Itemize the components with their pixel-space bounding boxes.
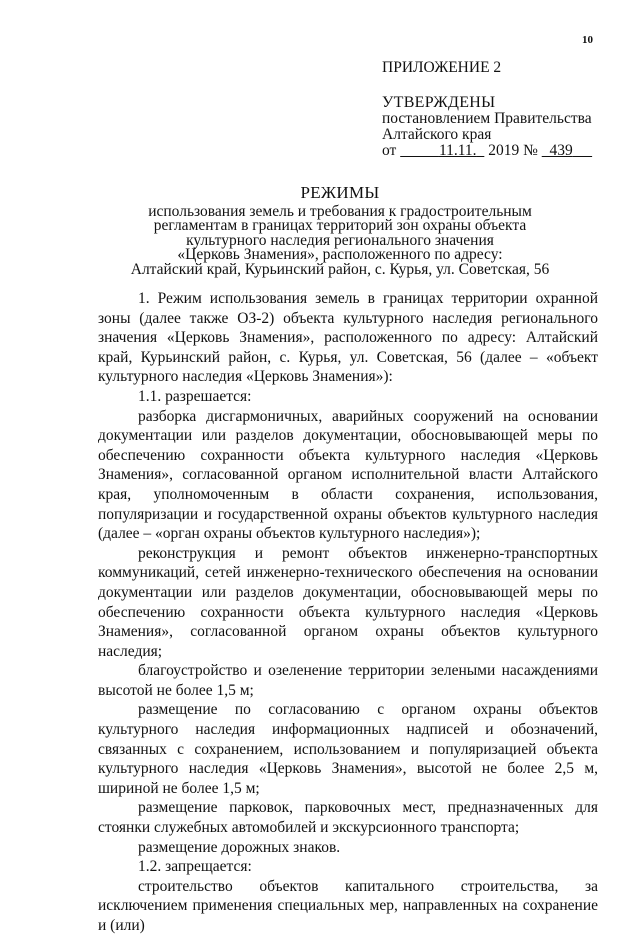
page-number: 10 (582, 34, 593, 46)
title-line-5: Алтайский край, Курьинский район, с. Курья, ул. Советская, 56 (130, 260, 550, 278)
approval-line-2: Алтайского края (382, 126, 492, 143)
title-line-1: использования земель и требования к градостроительным (148, 202, 532, 220)
document-title: РЕЖИМЫ (300, 183, 380, 202)
title-line-4: «Церковь Знамения», расположенного по адресу: (177, 246, 503, 263)
paragraph-allowed-parking: размещение парковок, парковочных мест, предназначенных для стоянки служебных автомобилей и экскурсионного транспорта; (98, 799, 598, 837)
title-line-3: культурного наследия регионального значения (186, 231, 494, 249)
paragraph-allowed-demolition: разборка дисгармоничных, аварийных сооружений на основании документации или разделов документации, обосновывающей меры по обеспечению сохранности объекта культурного наследия «Церковь Знамения», согласованной органом исполнительной власти Алтайского края, уполномоченным в области сохранения, использования, популяризации и государственной охраны объектов культурного наследия (далее – «орган охраны объектов культурного наследия»); (98, 407, 598, 543)
paragraph-allowed-reconstruction: реконструкция и ремонт объектов инженерно-транспортных коммуникаций, сетей инженерно-технического обеспечения на основании документации или разделов документации, обосновывающей меры по обеспечению сохранности объекта культурного наследия «Церковь Знамения», согласованной органом охраны объектов культурного наследия; (98, 544, 598, 660)
year-number-label: 2019 № (488, 142, 538, 159)
approval-block (382, 60, 622, 159)
paragraph-1-2: 1.2. запрещается: (138, 858, 252, 876)
title-line-2: регламентам в границах территорий зон охраны объекта (153, 217, 527, 234)
paragraph-prohibited-construction: строительство объектов капитального строительства, за исключением применения специальных мер, направленных на сохранение и (или) (98, 877, 598, 934)
paragraph-1-1: 1.1. разрешается: (138, 387, 252, 405)
title-block (120, 183, 560, 278)
date-prefix: от (382, 142, 397, 159)
date-value: 11.11. (438, 142, 477, 159)
appendix-label: ПРИЛОЖЕНИЕ 2 (382, 59, 502, 76)
approved-label: УТВЕРЖДЕНЫ (382, 94, 496, 111)
paragraph-allowed-landscaping: благоустройство и озеленение территории зелеными насаждениями высотой не более 1,5 м; (98, 662, 598, 699)
paragraph-allowed-road-signs: размещение дорожных знаков. (138, 838, 341, 856)
body-text (98, 289, 598, 936)
paragraph-allowed-signs: размещение по согласованию с органом охраны объектов культурного наследия информационных надписей и обозначений, связанных с сохранением, использованием и популяризацией объекта культурного наследия «Церковь Знамения», высотой не более 2,5 м, шириной не более 1,5 м; (98, 701, 598, 797)
approval-line-1: постановлением Правительства (382, 110, 592, 127)
paragraph-1: 1. Режим использования земель в границах территории охранной зоны (далее также ОЗ-2) объекта культурного наследия регионального значения «Церковь Знамения», расположенного по адресу: Алтайский край, Курьинский район, с. Курья, ул. Советская, 56 (далее – «объект культурного наследия «Церковь Знамения»): (98, 290, 598, 386)
resolution-number: 439 (549, 142, 573, 159)
approval-date-line (382, 143, 622, 159)
